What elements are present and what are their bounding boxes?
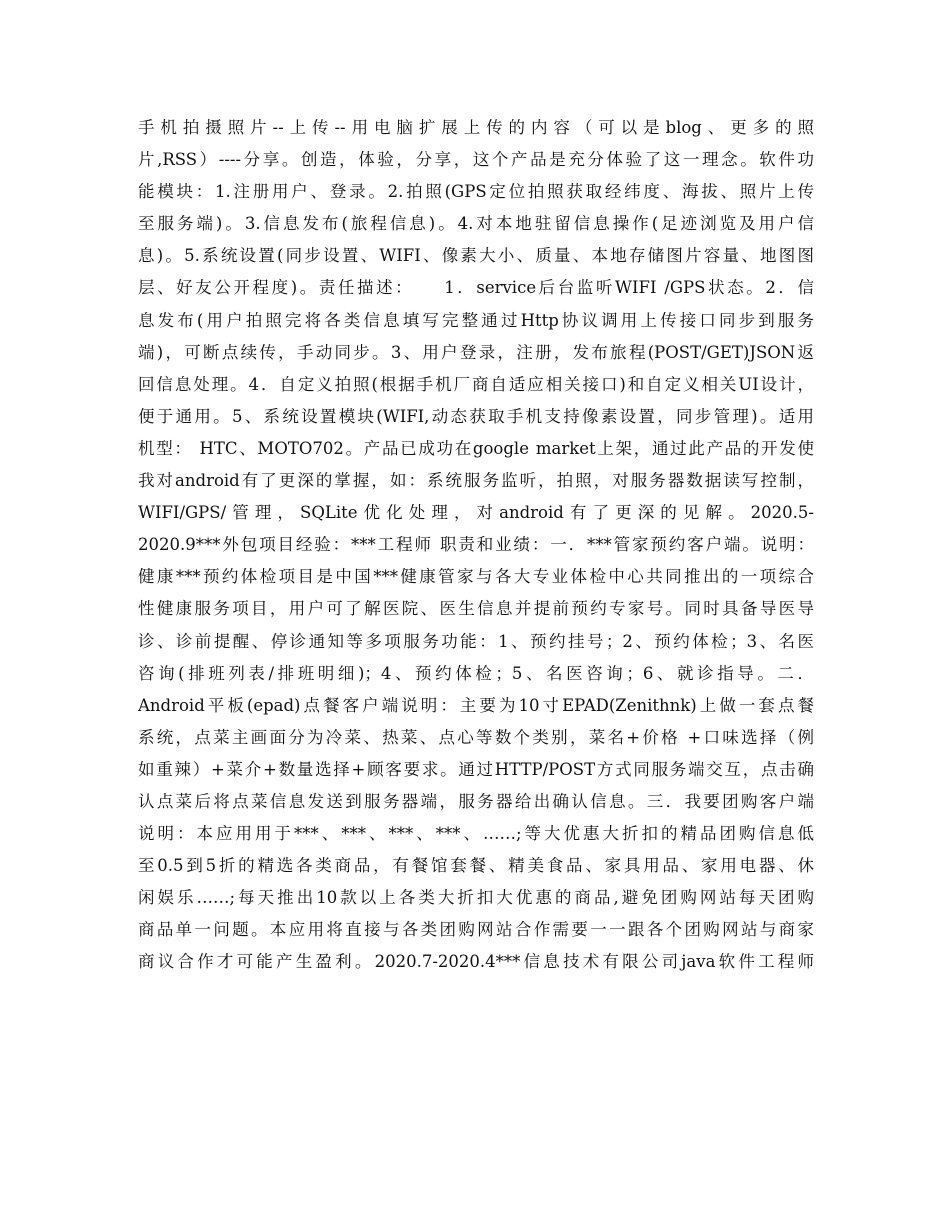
text-line: 端)，可断点续传，手动同步。3、用户登录，注册，发布旅程(POST/GET)JSON返 [138,342,814,362]
text-line: 能模块：1.注册用户、登录。2.拍照(GPS定位拍照获取经纬度、海拔、照片上传 [138,182,814,202]
text-line: 健康***预约体检项目是中国***健康管家与各大专业体检中心共同推出的一项综合 [138,567,814,587]
text-line: 如重辣）+菜介+数量选择+顾客要求。通过HTTP/POST方式同服务端交互，点击确 [138,759,814,779]
text-line: 咨询(排班列表/排班明细)；4、预约体检；5、名医咨询；6、就诊指导。二． [138,663,814,683]
text-line: 诊、诊前提醒、停诊通知等多项服务功能：1、预约挂号；2、预约体检；3、名医 [138,631,814,651]
text-line: 2020.9***外包项目经验：***工程师 职责和业绩：一．***管家预约客户端。说明： [138,535,814,555]
text-line: 性健康服务项目，用户可了解医院、医生信息并提前预约专家号。同时具备导医导 [138,599,814,619]
text-line: Android平板(epad)点餐客户端说明：主要为10寸EPAD(Zenithnk)上做一套点餐 [138,695,814,715]
text-line: 闲娱乐……;每天推出10款以上各类大折扣大优惠的商品,避免团购网站每天团购 [138,888,814,908]
text-line: 片,RSS）----分享。创造，体验，分享，这个产品是充分体验了这一理念。软件功 [138,150,814,170]
text-line: 息)。5.系统设置(同步设置、WIFI、像素大小、质量、本地存储图片容量、地图图 [138,246,814,266]
text-line: 商品单一问题。本应用将直接与各类团购网站合作需要一一跟各个团购网站与商家 [138,920,814,940]
text-line: 至0.5到5折的精选各类商品，有餐馆套餐、精美食品、家具用品、家用电器、休 [138,856,814,876]
text-line: 便于通用。5、系统设置模块(WIFI,动态获取手机支持像素设置，同步管理)。适用 [138,406,814,426]
text-line: 认点菜后将点菜信息发送到服务器端，服务器给出确认信息。三．我要团购客户端 [138,791,814,811]
text-line: 我对android有了更深的掌握，如：系统服务监听，拍照，对服务器数据读写控制， [138,471,814,491]
text-line: 回信息处理。4．自定义拍照(根据手机厂商自适应相关接口)和自定义相关UI设计， [138,374,814,394]
text-line: 手机拍摄照片--上传--用电脑扩展上传的内容（可以是blog、更多的照 [138,118,814,137]
text-line: 商议合作才可能产生盈利。2020.7-2020.4***信息技术有限公司java软件工程师 [138,952,814,972]
text-line: 系统，点菜主画面分为冷菜、热菜、点心等数个类别，菜名+价格 +口味选择（例 [138,727,814,747]
text-line: WIFI/GPS/管理，SQLite优化处理，对android有了更深的见解。2020.5- [138,503,814,523]
text-line: 说明：本应用用于***、***、***、***、……;等大优惠大折扣的精品团购信息低 [138,824,814,844]
body-text [138,112,814,979]
text-line: 机型： HTC、MOTO702。产品已成功在google market上架，通过此产品的开发使 [138,438,814,458]
text-line: 层、好友公开程度)。责任描述： 1．service后台监听WIFI /GPS状态。2．信 [138,278,814,298]
text-line: 至服务端)。3.信息发布(旅程信息)。4.对本地驻留信息操作(足迹浏览及用户信 [138,214,814,234]
text-line: 息发布(用户拍照完将各类信息填写完整通过Http协议调用上传接口同步到服务 [138,310,814,330]
